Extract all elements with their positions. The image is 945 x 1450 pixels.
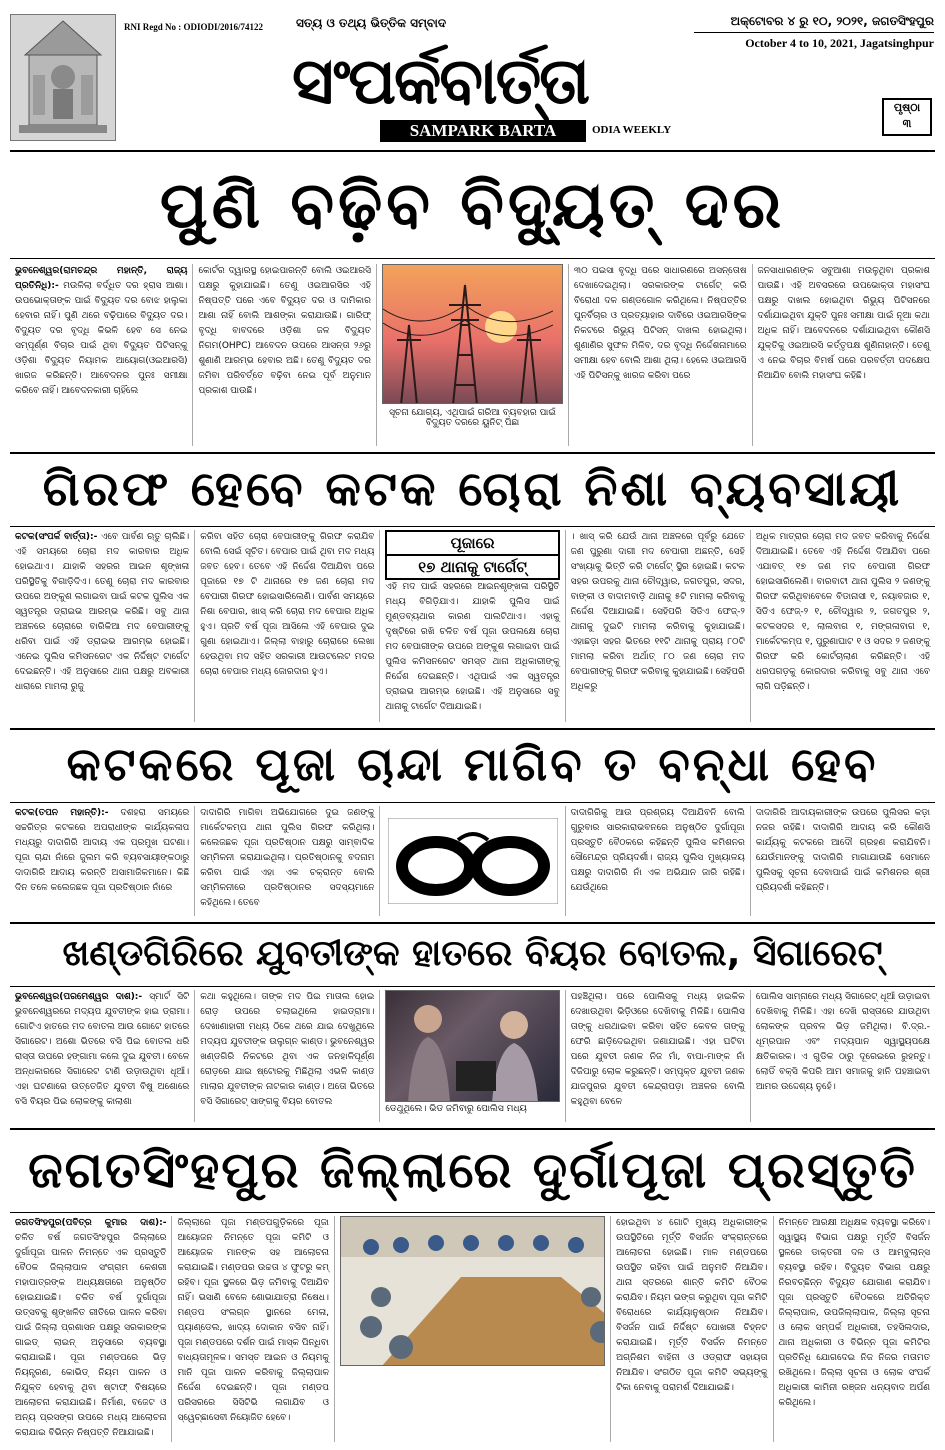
- article-text: କରିବା ସହିତ ଚୋରା ବେପାରୀଙ୍କୁ ଗିରଫ କରାଯିବ ବୋଲି ସେଇଁ ସୂଚିତ। ବେପାର ପାଇଁ ଥିବା ମଦ ମଧ୍ୟ ଜବତ ହେବ। ତେବେ ଏହି ନିର୍ଦ୍ଦେଶ ଦିଆଯିବା ପରେ ପୂଜାରେ ୧୭ ଟି ଥାନାରେ ୧୭ ଜଣ ଚୋରା ମଦ ବେପାରୀ ଗିରଫ ହୋଇସାରିଲେଣି। ପାର୍ବଣ ସମୟରେ ନିଶା ବେପାର, ଖାସ୍ କରି ଚୋରା ମଦ ବେପାର ଅଧିକ ହୁଏ। ପ୍ରତି ବର୍ଷ ପୂଜା ଆସିଲେ ଏହି ବେପାର ଦୁଇ ଗୁଣା ହୋଇଥାଏ। ଜିଲ୍ଲା ବାହାରୁ ଚୋରାରେ ଲେଖା ହେଉଥିବା ମଦ ସହିତ ସରକାରୀ ଆଉଟଲେଟ ମଦର ଚୋରା ବେପାର ମଧ୍ୟ ଜୋରଦାର ହୁଏ।: [200, 532, 375, 677]
- edition-label: ODIA WEEKLY: [592, 124, 672, 136]
- article-column: [566, 530, 751, 722]
- article-column: [193, 264, 376, 446]
- article-electricity-body: [10, 264, 935, 446]
- headline-puja-extortion: କଟକରେ ପୂଜା ଚାନ୍ଦା ମାଗିବ ତ ବନ୍ଧା ହେବ: [66, 737, 879, 791]
- byline: ଜଗତସିଂହପୁର(ପବିତ୍ର କୁମାର ଦାଶ):-: [15, 1218, 167, 1228]
- article-text: କଥା କହୁଥିଲେ। ତାଙ୍କ ମଦ ପିଇ ମାତାଲ ହୋଇ ରୋଡ଼ ଉପରେ ଚଲାଇଥିଲେ ହାଇଡ୍ରାମା। ଦେଖାଣାହାରୀ ମଧ୍ୟ ଠିକେ ଥରେ ଯାଇ ଦେଖୁଥିଲେ ମଦ୍ୟପ ଯୁବତୀଙ୍କ ଉଲୁଗ୍ନ କାଣ୍ଡ। ଭୁବନେଶ୍ୱର ଖଣ୍ଡଗିରି ନିକଟରେ ଥିବା ଏକ ଜନହାଳିପୂର୍ଣ୍ଣ ରୋଡ଼ରେ ଯାଇ ଷ୍ଟୋରକୁ ମିଛିଥିଲା ଏଭଳି କାଣ୍ଡ ମାଲାର ଯୁବତୀଙ୍କ ନାଟକାର କାଣ୍ଡ। ଅତୋ ଭିତରେ ବସି ସିଗାରେଟ୍ ସାଙ୍ଗକୁ ବିୟର ବୋତଲ: [200, 992, 375, 1107]
- photo-column: [377, 264, 569, 446]
- article-text: ୩୦ ପଇସା ବୃଦ୍ଧି ପରେ ସାଧାରଣରେ ଅସନ୍ତୋଷ ଦେଖାଦେଇଥିଲା। ସରକାରଙ୍କ ଟାର୍ଗେଟ୍ କରି ବିରୋଧୀ ଦଳ ଗଣ୍ଡଗୋଳ କରିଥିଲେ। ନିଷ୍ପତ୍ତିର ପୁନର୍ବିଚାର ଓ ପ୍ରତ୍ୟାହାର ଦାବିରେ ଓଇଆରସିଙ୍କ ନିକଟରେ ରିଭ୍ୟୁ ପିଟିସନ୍ ଦାଖଲ ହୋଇଥିଲା। ଶୁଣାଣିର ସୁଫଳ ମିଳିବ, ଦର ବୃଦ୍ଧି ନିର୍ଦ୍ଦେଶନାମାରେ ସମୀକ୍ଷା ହେବ ବୋଲି ଆଶା ଥିଲା। ହେଲେ ଓଇଆରସି ଏହି ପିଟିସନ୍‌କୁ ଖାରଜ କରିବା ପରେ: [574, 266, 747, 381]
- article-liquor-body: [10, 530, 935, 722]
- durga-emblem-icon: [11, 15, 115, 140]
- masthead-rule: [10, 150, 935, 152]
- article-text: ଦାଦାଗିରିକୁ ଆଉ ପ୍ରଶ୍ରୟ ଦିଆଯିବନି ବୋଲି ଗୁରୁବାର ସାରକାରାଭବନରେ ଅନୁଷ୍ଠିତ ଦୁର୍ଗାପୂଜା ପ୍ରସ୍ତୁତି ବୈଠକରେ କହିଛନ୍ତି ପୁଲିସ କମିଶନର ସୌମେନ୍ଦ୍ର ପ୍ରିୟଦର୍ଶୀ। ରାଜ୍ୟ ପୁଲିସ ମୁଖ୍ୟାଳୟ ପକ୍ଷରୁ ଦାଦାଗିରି ନାଁ ଏକ ଅଭିଯାନ ଜାରି ରହିଛି। ଯେଉଁଥିରେ: [570, 808, 745, 893]
- meeting-table-icon: [341, 1217, 605, 1366]
- page-label: ପୃଷ୍ଠା: [893, 101, 921, 114]
- article-text: କୋର୍ଟର ଦ୍ୱାରସ୍ଥ ହୋଇପାରନ୍ତି ବୋଲି ଓଇଆରସି ପକ୍ଷରୁ କୁହାଯାଇଛି। ତେଣୁ ଓଇଆରସିର ଏହି ନିଷ୍ପତ୍ତି ପରେ ଏବେ ବିଦ୍ୟୁତ ଦର ଓ ଦାମିକାର ଆଶା ନାହିଁ ବୋଲି ଆଶଙ୍କା କରାଯାଉଛି। ଗାରିଫ୍ ବୃଦ୍ଧି ବାବଦରେ ଓଡ଼ିଶା ଜଳ ବିଦ୍ୟୁତ ନିଗମ(OHPC) ଆବେଦନ ଉପରେ ଆସନ୍ତା ୨୬ରୁ ଶୁଣାଣି ଆରମ୍ଭ ହେବାର ଅଛି। ତେଣୁ ବିଦ୍ୟୁତ ଦର ଜମିବା ପରିବର୍ତ୍ତେ ବଢ଼ିବା ନେଇ ପୂର୍ବ ଅନୁମାନ ପ୍ରକାଶ ପାଉଛି।: [198, 266, 371, 396]
- article-column: [751, 530, 935, 722]
- masthead-logo: ସଂପର୍କବାର୍ତ୍ତା: [292, 45, 589, 119]
- article-text: ଜିଲ୍ଲା ସୂଚନା ଓ ଲୋକ ସଂପର୍କ ଅଧିକାରୀ କାମିନୀ ରଞ୍ଜନ ଧନ୍ୟବାଦ ଅର୍ପଣ କରିଥିଲେ।: [778, 1368, 931, 1408]
- article-text: ଏବେ ପାର୍ବଣ ଋତୁ ଚାଲିଛି। ଏହି ସମୟରେ ଚୋରା ମଦ କାରବାର ଅଧିକ ହୋଇଥାଏ। ଯାହାକି ସହରର ଆଇନ ଶୃଙ୍ଖଳା ପରିସ୍ଥିତିକୁ ବିଗାଡ଼ିଦିଏ। ତେଣୁ ଚୋରା ମଦ କାରବାର ଉପରେ ଅଙ୍କୁଶ ଲଗାଇବା ପାଇଁ କଟକ ପୁଲିସ ଏକ ସ୍ୱତନ୍ତ୍ର ଡ୍ରାଇଭ ଆରମ୍ଭ କରିଛି। ସବୁ ଥାନା ଅଞ୍ଚଳରେ ଚୋରାରେ ବାରିକିଆ ମଦ ବେପାରୀଙ୍କୁ ଧରିବା ପାଇଁ ଏହି ଡ୍ରାଇଭ ଆରମ୍ଭ ହୋଇଛି। ଏନେଇ ପୁଲିସ କମିସନରେଟ ଏକ ନିର୍ଦ୍ଦିଷ୍ଟ ଟାର୍ଗେଟ ଦେଇଛନ୍ତି। ଏହି ଅନୁସାରେ ଥାନା ପକ୍ଷରୁ ଅବକାରୀ ଧାରାରେ ମାମଲା ରୁଜୁ: [15, 532, 190, 692]
- divider: [10, 802, 935, 803]
- highlight-line-2: ୧୭ ଥାନାକୁ ଟାର୍ଗେଟ୍: [418, 558, 527, 576]
- article-column: [10, 530, 195, 722]
- article-column: [10, 990, 195, 1122]
- headline-liquor-arrest: ଗିରଫ ହେବେ କଟକ ଚୋରା ନିଶା ବ୍ୟବସାୟୀ: [42, 461, 903, 517]
- article-text: ଦଶହରା ସମୟରେ ସଚ୍ଚରିତ୍ର କଟକରେ ଅପରାଧୀଙ୍କ କାର୍ଯ୍ୟକଳାପ ମଧ୍ୟରୁ ଦାଦାଗିରି ଆଦାୟ ଏକ ପ୍ରମୁଖ ଘଟଣା। ପୂଜା ଚାନ୍ଦା ନାଁରେ ଜୁଲମ କରି ବ୍ୟବସାୟୀଙ୍କଠାରୁ ଦାଦାଗିରି ଆଦାୟ କରନ୍ତି ଅସାମାଜିକମାନେ। କିଛି ଦିନ ତଳେ କଲେଜଛକ ପୂଜା ପ୍ରତିଷ୍ଠାନ ନାଁରେ: [15, 808, 190, 893]
- article-column: [569, 264, 752, 446]
- article-column: [10, 806, 195, 916]
- power-lines-photo: [382, 264, 563, 404]
- article-column: [10, 1216, 172, 1442]
- photo-caption: ଡେଥୁଥିଲେ। ଭିଡ ଜମିବାରୁ ପୋଲିସ ମଧ୍ୟ: [385, 1104, 527, 1114]
- article-text: ଦାଦାଗିରି ଆଦାୟକାରୀଙ୍କ ଉପରେ ପୁଲିସର କଡ଼ା ନଜର ରହିଛି। ଦାଦାଗିରି ଆଦାୟ କରି କୌଣସି କାର୍ଯ୍ୟକୁ କଟକରେ ଆଦୌ ଗ୍ରହଣ କରାଯିବନି। ଯେଉଁମାନଙ୍କୁ ଦାଦାଗିରି ମାଗାଯାଉଛି ସେମାନେ ପୁଲିସକୁ ସୂଚନା ଦେବାପାଇଁ ପାଇଁ କମିଶନର ଶ୍ରୀ ପ୍ରିୟଦର୍ଶୀ କହିଛନ୍ତି।: [755, 808, 931, 893]
- divider: [10, 526, 935, 527]
- article-text: । ଖାସ୍ କରି ଯେଉଁ ଥାନା ଅଞ୍ଚଳରେ ପୂର୍ବରୁ ଯେତେ ଜଣ ପୁରୁଣା ଦାଗୀ ମଦ ବେପାରୀ ଅଛନ୍ତି, ସେହି ସଂଖ୍ୟାକୁ ଭିତ୍ତି କରି ଟାର୍ଗେଟ୍ ସ୍ଥିର ହୋଇଛି। କଟକ ସହର ଉପରକୁ ଥାନା ଚୌଦ୍ୱାର, ଜଗତପୁର, ସଦର, ବାଙ୍କୀ ଓ ବାଦାମବାଡ଼ି ଥାନାକୁ ୫ଟି ମାମଲା କରିବାକୁ ନିର୍ଦ୍ଦେଶ ଦିଆଯାଇଛି। ସେହିପରି ସିଡିଏ ଫେଜ୍-୨ ଥାନାକୁ ଦୁଇଟି ମାମଲା କରିବାକୁ କୁହାଯାଇଛି। ଏହାଛଡ଼ା ସହର ଭିତରେ ୧୧ଟି ଥାନାକୁ ପ୍ରାୟ ୮୦ଟି ମାମଲା କରିବା ଅର୍ଥାତ୍ ୮୦ ଜଣ ଚୋରା ମଦ ବେପାରୀଙ୍କୁ ଗିରଫ କରିବାକୁ କୁହାଯାଇଛି। ସେହିପରି ଅଧିକରୁ: [570, 532, 745, 692]
- date-odia: ଅକ୍ଟୋବର ୪ ରୁ ୧୦, ୨୦୨୧, ଜଗତସିଂହପୁର: [694, 14, 934, 33]
- article-text: ହୋଇଥିବା ୪ ଗୋଟି ମୁଖ୍ୟ ଅଧିକାରୀଙ୍କ ଉପସ୍ଥିତିରେ ମୂର୍ତ୍ତି ବିସର୍ଜନ ସଂକ୍ରାନ୍ତରେ ଆଲୋଚନା ହୋଇଛି। ମାଳ ମଣ୍ଡପରେ ଉପସ୍ଥିତ ରହିବା ପାଇଁ ଅନୁମତି ନିଆଯିବ। ଥାନା ସ୍ତରରେ ଶାନ୍ତି କମିଟି ବୈଠକ କରାଯିବ। ନିୟମ ଭଙ୍ଗ କରୁଥିବା ପୂଜା କମିଟି ବିରୋଧରେ କାର୍ଯ୍ୟାନୁଷ୍ଠାନ ନିଆଯିବ। ବିସର୍ଜନ ପାଇଁ ନିର୍ଦ୍ଦିଷ୍ଟ ପୋଖରୀ ଚିହ୍ନଟ କରାଯାଇଛି। ମୂର୍ତ୍ତି ବିସର୍ଜନ ନିମନ୍ତେ ଅଗ୍ନିଶମ ବାହିନୀ ଓ ଓଡ୍ରାଫ ସହାୟତା ନିଆଯିବ। ସଂଗଠିତ ପୂଜା କମିଟି ସଭ୍ୟଙ୍କୁ ଟିକା ନେବାକୁ ପରାମର୍ଶ ଦିଆଯାଇଛି।: [616, 1218, 768, 1393]
- article-column: [380, 530, 565, 722]
- article-text: ଏହି ମଦ ପାଇଁ ସହରରେ ଆଇନଶୃଙ୍ଖଳା ପରିସ୍ଥିତି ମଧ୍ୟ ବିଗିଡ଼ିଯାଏ। ଯାହାକି ପୁଲିସ ପାଇଁ ମୁଣ୍ଡବ୍ୟଥାର କାରଣ ପାଲଟିଥାଏ। ଏହାକୁ ଦୃଷ୍ଟିରେ ରଖି ଚଳିତ ବର୍ଷ ପୂଜା ଉପଲକ୍ଷେ ଚୋରା ମଦ ବେପାରୀଙ୍କ ଉପରେ ଅଙ୍କୁଶ ଲଗାଇବା ପାଇଁ ପୁଲିସ କମିସନରେଟ ସମସ୍ତ ଥାନା ଅଧିକାରୀଙ୍କୁ ନିର୍ଦ୍ଦେଶ ଦେଇଛନ୍ତି। ଏଥିପାଇଁ ଏକ ସ୍ୱତନ୍ତ୍ର ଡ୍ରାଇଭ ଆରମ୍ଭ ହୋଇଛି। ଏହି ଅନୁସାରେ ସବୁ ଥାନାକୁ ଟାର୍ଗେଟ ଦିଆଯାଇଛି।: [385, 582, 560, 712]
- highlight-box: [385, 530, 559, 580]
- divider: [10, 452, 935, 454]
- page-number: ୩: [902, 117, 912, 130]
- article-khandagiri-body: [10, 990, 935, 1122]
- article-column: [10, 264, 193, 446]
- page-number-box: [882, 98, 932, 136]
- transmission-tower-icon: [383, 265, 553, 404]
- article-durgapuja-body: [10, 1216, 935, 1442]
- photo-column: [335, 1216, 611, 1442]
- headline-electricity-tariff: ପୁଣି ବଢ଼ିବ ବିଦ୍ୟୁତ୍ ଦର: [159, 169, 786, 243]
- article-column: [172, 1216, 334, 1442]
- article-text: ନିମନ୍ତେ ଆରକ୍ଷୀ ଅଧିକ୍ଷକ ବ୍ୟବସ୍ଥା କରିବେ। ସ୍ୱାସ୍ଥ୍ୟ ବିଭାଗ ପକ୍ଷରୁ ମୂର୍ତ୍ତି ବିସର୍ଜନ ସ୍ଥଳରେ ଡାକ୍ତରୀ ଦଳ ଓ ଆମ୍ବୁଲାନ୍ସ ବ୍ୟବସ୍ଥା ରହିବ। ବିଦ୍ୟୁତ ବିଭାଗ ପକ୍ଷରୁ ନିରବଚ୍ଛିନ୍ନ ବିଦ୍ୟୁତ ଯୋଗାଣ କରାଯିବ। ପୂଜା ପ୍ରସ୍ତୁତି ବୈଠକରେ ଅତିରିକ୍ତ ଜିଲ୍ଲାପାଳ, ଉପଜିଲ୍ଲାପାଳ, ଜିଲ୍ଲା ସୂଚନା ଓ ଲୋକ ସମ୍ପର୍କ ଅଧିକାରୀ, ତହସିଲଦାର, ଥାନା ଅଧିକାରୀ ଓ ବିଭିନ୍ନ ପୂଜା କମିଟିର ପ୍ରତିନିଧି ଯୋଗଦେଇ ନିଜ ନିଜର ମତାମତ ରଖିଥିଲେ।: [778, 1218, 931, 1378]
- photo-column: [380, 806, 565, 916]
- divider: [10, 728, 935, 730]
- photo-caption: ସୂଚନା ଯୋଗ୍ୟ, ଏଥିପାଇଁ ଗରିଆ ବ୍ୟବହାର ପାଇଁ ବିଦ୍ୟୁତ ଦରରେ ୟୁନିଟ୍ ପିଛା: [389, 408, 556, 428]
- divider: [10, 1128, 935, 1130]
- article-column: [611, 1216, 773, 1442]
- two-women-icon: [386, 991, 556, 1102]
- meeting-photo: [340, 1216, 605, 1366]
- article-puja-extortion-body: [10, 806, 935, 916]
- article-text: ଜିଲ୍ଲାରେ ପୂଜା ମଣ୍ଡପଗୁଡ଼ିକରେ ପୂଜା ଆୟୋଜନ ନିମନ୍ତେ ପୂଜା କମିଟି ଓ ଆୟୋଜକ ମାନଙ୍କ ସହ ଆଲୋଚନା କରାଯାଇଛି। ମଣ୍ଡପର ଉଚ୍ଚତା ୪ ଫୁଟରୁ କମ୍ ରହିବ। ପୂଜା ସ୍ଥଳରେ ଭିଡ଼ ଜମିବାକୁ ଦିଆଯିବ ନାହିଁ। ଭସାଣି ବେଳେ ଶୋଭାଯାତ୍ରା ନିଷେଧ। ମଣ୍ଡପ ସଂଲଗ୍ନ ସ୍ଥାନରେ ମେଳା, ପ୍ୟାଣ୍ଡେଲ, ଖାଦ୍ୟ ଦୋକାନ ବସିବ ନାହିଁ। ପୂଜା ମଣ୍ଡପରେ ଦର୍ଶନ ପାଇଁ ମାସ୍କ ପିନ୍ଧିବା ବାଧ୍ୟତାମୂଳକ। ସମସ୍ତ ଆଇନ ଓ ନିୟମକୁ ମାନି ପୂଜା ପାଳନ କରିବାକୁ ଜିଲ୍ଲାପାଳ ନିର୍ଦ୍ଦେଶ ଦେଇଛନ୍ତି। ପୂଜା ମଣ୍ଡପ ପରିସରରେ ସିସିଟିଭି ଲଗାଯିବ ଓ ସ୍ୱେଚ୍ଛାସେବୀ ନିୟୋଜିତ ହେବେ।: [177, 1218, 329, 1423]
- article-column: [195, 530, 380, 722]
- tagline: ସତ୍ୟ ଓ ତଥ୍ୟ ଭିତ୍ତିକ ସମ୍ବାଦ: [296, 16, 447, 30]
- article-column: [195, 990, 380, 1122]
- divider: [10, 986, 935, 987]
- article-column: [195, 806, 380, 916]
- headline-durgapuja-prep: ଜଗତସିଂହପୁର ଜିଲ୍ଲାରେ ଦୁର୍ଗାପୂଜା ପ୍ରସ୍ତୁତି: [28, 1141, 917, 1199]
- article-text: ଦାଦାଗିରି ମାଗିବା ଅଭିଯୋଗରେ ଦୁଇ ଜଣଙ୍କୁ ମାର୍କେଟକମ୍ପ ଥାନା ପୁଲିସ ଗିରଫ କରିଥିଲା। କଲେଜଛକ ପୂଜା ପ୍ରତିଷ୍ଠାନ ପକ୍ଷରୁ ସାମ୍ବାଦିକ ସମ୍ମିଳନୀ କରାଯାଇଥିଲା। ପ୍ରତିଷ୍ଠାନକୁ ବଦନାମ କରିବା ପାଇଁ ଏହା ଏକ ଚକ୍ରାନ୍ତ ବୋଲି ସମ୍ମିଳନୀରେ ପ୍ରତିଷ୍ଠାନର ସଦସ୍ୟମାନେ କହିଥିଲେ। ତେବେ: [200, 808, 375, 908]
- byline: ଭୁବନେଶ୍ୱର(ରାମଚନ୍ଦ୍ର ମହାନ୍ତି, ରାଜ୍ୟ ପ୍ରତିନିଧି):-: [15, 266, 188, 291]
- deity-emblem-image: [10, 14, 116, 141]
- byline: କଟକ(ସଂପର୍କ ବାର୍ତ୍ତା):-: [15, 532, 98, 542]
- date-english: October 4 to 10, 2021, Jagatsinghpur: [745, 36, 934, 50]
- photo-column: [380, 990, 565, 1122]
- article-text: ସ୍ମାର୍ଟ ସିଟି ଭୁବନେଶ୍ୱରରେ ମଦ୍ୟପ ଯୁବତୀଙ୍କ ହାଇ ଡ୍ରାମା। ଗୋଟିଏ ହାତରେ ମଦ ବୋତଲ ଆଉ ଗୋଟେ ହାତରେ ସିଗାରେଟ। ଅଶୋ ଭିତରେ ବସି ପିଇ ବୋତଲ ଧରି ରାସ୍ତା ଉପରେ ହଙ୍ଗାମା କଲେ ଦୁଇ ଯୁବତୀ। ବେଳେ ଅନ୍ଧକାରରେ ସିଗାରେଟ ଟାଣି ଉଡ଼ାଉଥିବା ଧୂଆଁ। ଏହା ଘଟଣାରେ ଉତ୍ତେଜିତ ଯୁବତୀ ବିଷୁ ଅଶୋରେ ବସି ବିୟର ପିଇ ଲୋକଙ୍କୁ କାଲାଶା: [15, 992, 190, 1107]
- article-column: [753, 264, 935, 446]
- article-column: [751, 990, 935, 1122]
- masthead-logo-english: SAMPARK BARTA: [380, 120, 586, 142]
- headline-khandagiri: ଖଣ୍ଡଗିରିରେ ଯୁବତୀଙ୍କ ହାତରେ ବିୟର ବୋତଲ, ସିଗାରେଟ୍: [62, 933, 883, 974]
- article-text: ଅଧିକ ମାତ୍ରାର ଚୋରା ମଦ ଜବତ କରିବାକୁ ନିର୍ଦ୍ଦେଶ ଦିଆଯାଇଛି। ତେବେ ଏହି ନିର୍ଦ୍ଦେଶ ଦିଆଯିବା ପରେ ଏଯାବତ୍ ୧୭ ଜଣ ମଦ ବେପାରୀ ଗିରଫ ହୋଇସାରିଲେଣି। ବାରବାଟୀ ଥାନା ପୁଲିସ ୨ ଜଣଙ୍କୁ ଗିରଫ କରିଥିବାବେଳେ ବିଡାନାସୀ ୧, ନୟାବଜାର ୧, ସିଡିଏ ଫେଜ୍-୨ ୧, ଚୌଦ୍ୱାର ୨, ଜଗତପୁର ୨, କଟକସଦର ୧, ଲାଲବାଗ ୧, ମଙ୍ଗଳାବାଗ ୧, ମାର୍କେଟକମ୍ପ ୧, ପୁରୁଣାଘାଟ ୧ ଓ ସଦର ୨ ଜଣଙ୍କୁ ଗିରଫ କରି କୋର୍ଟଚାଲାଣ କରିଛନ୍ତି। ଏହି ଧରପଗଡ଼କୁ କୋରଦାର କରିବାକୁ ସବୁ ଥାନା ଏବେ ଲାଗି ପଡ଼ିଛନ୍ତି।: [755, 532, 931, 692]
- divider: [10, 258, 935, 259]
- article-text: ଚଳିତ ବର୍ଷ ଜଗତସିଂହପୁର ଜିଲ୍ଲାରେ ଦୁର୍ଗାପୂଜା ପାଳନ ନିମନ୍ତେ ଏକ ପ୍ରସ୍ତୁତି ବୈଠକ ଜିଲ୍ଲାପାଳ ସଂଗ୍ରାମ କେଶରୀ ମହାପାତ୍ରଙ୍କ ଅଧ୍ୟକ୍ଷତାରେ ଅନୁଷ୍ଠିତ ହୋଇଯାଇଛି। ଚଳିତ ବର୍ଷ ଦୁର୍ଗାପୂଜା ଉତ୍ସବକୁ ଶୃଙ୍ଖଳିତ ରୀତିରେ ପାଳନ କରିବା ପାଇଁ ଜିଲ୍ଲା ପ୍ରଶାସନ ପକ୍ଷରୁ ସରକାରଙ୍କ ଗାଇଡ୍ ଲାଇନ୍ ଅନୁସାରେ ବ୍ୟବସ୍ଥା କରାଯାଇଛି। ପୂଜା ମଣ୍ଡପରେ ଭିଡ଼ ନିୟନ୍ତ୍ରଣ, କୋଭିଡ୍ ନିୟମ ପାଳନ ଓ ନିଯୁକ୍ତ ହେବାକୁ ଥିବା ଷ୍ଟାଫ୍ ବିଷୟରେ ଆଲୋଚନା କରାଯାଇଛି। ନିର୍ମାଣ, ବଜେଟ ଓ ଅନ୍ୟ ପ୍ରସଙ୍ଗ ଉପରେ ମଧ୍ୟ ଆଲୋଚନା କରାଯାଇ ବିଭିନ୍ନ ନିଷ୍ପତ୍ତି ନିଆଯାଇଛି।: [15, 1233, 167, 1438]
- divider: [10, 1212, 935, 1213]
- byline: କଟକ(ତପନ ମହାନ୍ତି):-: [15, 808, 109, 818]
- handcuffs-icon: [388, 818, 558, 904]
- article-text: ମଉଳିଲା ବର୍ଦ୍ଧିତ ଦର ହ୍ରାସ ଆଶା। ଉପଭୋକ୍ତାଙ୍କ ପାଇଁ ବିଦ୍ୟୁତ ଦର ବୋଝ ହାଲୁକା ହେବାର ନାହିଁ। ପୁଣି ଥରେ ବଢ଼ିପାରେ ବିଦ୍ୟୁତ ଦର। ବିଦ୍ୟୁତ ଦର ବୃଦ୍ଧି କିଭଳି ହେବ ସେ ନେଇ ସମ୍ପୂର୍ଣ୍ଣ ବିଚାର ପାଇଁ ଥିବା ବିଦ୍ୟୁତ ପିଟିସନ୍‌କୁ ଓଡ଼ିଶା ବିଦ୍ୟୁତ ନିୟାମକ ଆୟୋଗ(ଓଇଆରସି) ଖାରଜ କରିଛନ୍ତି। ଆବେଦନର ପୁନଃ ସମୀକ୍ଷା କରିବେ ନାହିଁ। ଆବେଦନକାରୀ ଚାହିଁଲେ: [15, 281, 188, 396]
- highlight-line-1: ପୂଜାରେ: [387, 532, 557, 556]
- rni-number: RNI Regd No : ODIODI/2016/74122: [124, 22, 264, 32]
- byline: ଭୁବନେଶ୍ୱର(ପରମେଶ୍ୱର ଦାଶ):-: [15, 992, 143, 1002]
- article-column: [774, 1216, 935, 1442]
- article-column: [751, 806, 935, 916]
- article-column: [566, 806, 751, 916]
- article-column: [566, 990, 751, 1122]
- article-text: ପହଞ୍ଚିଥିଲା। ପରେ ପୋଲିସକୁ ମଧ୍ୟ ହାଇକିକ ଦେଖାଉଥିବା ଭିଡ଼ିଓରେ ଦେଖିବାକୁ ମିଳିଛି। ପୋଲିସ ତାଙ୍କୁ ଧରଥାଇବା କରିବା ସହିତ କେବଳ ତାଙ୍କୁ ଫେରି ଛାଡ଼ିଦେଇଥିବା ଜଣାଯାଇଛି। ଏହା ଘଟିବା ପରେ ଯୁବତୀ ଜଣକ ନିଜ ମାଁ, ବାପା-ମାଙ୍କ ନାଁ ଦିଜିପାରୁ ଲୋକ କରୁଛନ୍ତି। ସମ୍ପୃକ୍ତ ଯୁବତୀ ଜଣକ ଯାଜପୁରର ଯୁବତୀ କେନ୍ଦ୍ରାପଡ଼ା ଅଞ୍ଚଳର ବୋଲି କହୁଥିବା ବେଳେ: [570, 992, 745, 1107]
- youths-photo: [385, 990, 559, 1102]
- article-text: ଜନସାଧାରଣଙ୍କ ସବୁଆଶା ମଉଳୁଥିବା ପ୍ରକାଶ ପାଉଛି। ଏହି ଅବସରରେ ଉପଭୋକ୍ତା ମହାସଂଘ ପକ୍ଷରୁ ଦାଖଲ ହୋଇଥିବା ରିଭ୍ୟୁ ପିଟିସନରେ ଦର୍ଶାଯାଇଥିବା ଯୁକ୍ତି ପୁନଃ ସମୀକ୍ଷା ପାଇଁ ନୂଆ କଥା ଅଧିକ ନାହିଁ। ଆବେଦନରେ ଦର୍ଶାଯାଇଥିବା କୌଣସି ଯୁକ୍ତିକୁ ଓଇଆରସି କର୍ତ୍ତୃପକ୍ଷ ଶୁଣିନାହାନ୍ତି। ତେଣୁ ଏ ନେଇ ବିଚାର ବିମର୍ଷ ପରେ ପରବର୍ତ୍ତୀ ପଦକ୍ଷେପ ନିଆଯିବ ବୋଲି ମହାସଂଘ କହିଛି।: [757, 266, 930, 381]
- article-text: ପୋଲିସ ସାମ୍ନାରେ ମଧ୍ୟ ସିଗାରେଟ୍ ଧୂଆଁ ଉଡ଼ାଇବା ଦେଖିବାକୁ ମିଳିଛି। ଏହା ଦେଖି ରାସ୍ତାରେ ଯାଉଥିବା ଲୋକଙ୍କ ପ୍ରବଳ ଭିଡ଼ ଜମିଥିଲା। ବି.ଦ୍ର.- ଧୂମ୍ରପାନ ଏବଂ ମଦ୍ୟପାନ ସ୍ୱାସ୍ଥ୍ୟପକ୍ଷେ କ୍ଷତିକାରକ। ଏ ଗୁଡିକ ଠାରୁ ଦୂରେଇରେ ରୁହନ୍ତୁ। ଲୋଡିଁ ବକ୍ସି କିପରି ଆମ ସମାଜକୁ ହାନି ପହଞ୍ଚାଇବା ଆମର ଉଦ୍ଦେଶ୍ୟ ନୁହେଁ।: [755, 992, 931, 1092]
- divider: [10, 922, 935, 924]
